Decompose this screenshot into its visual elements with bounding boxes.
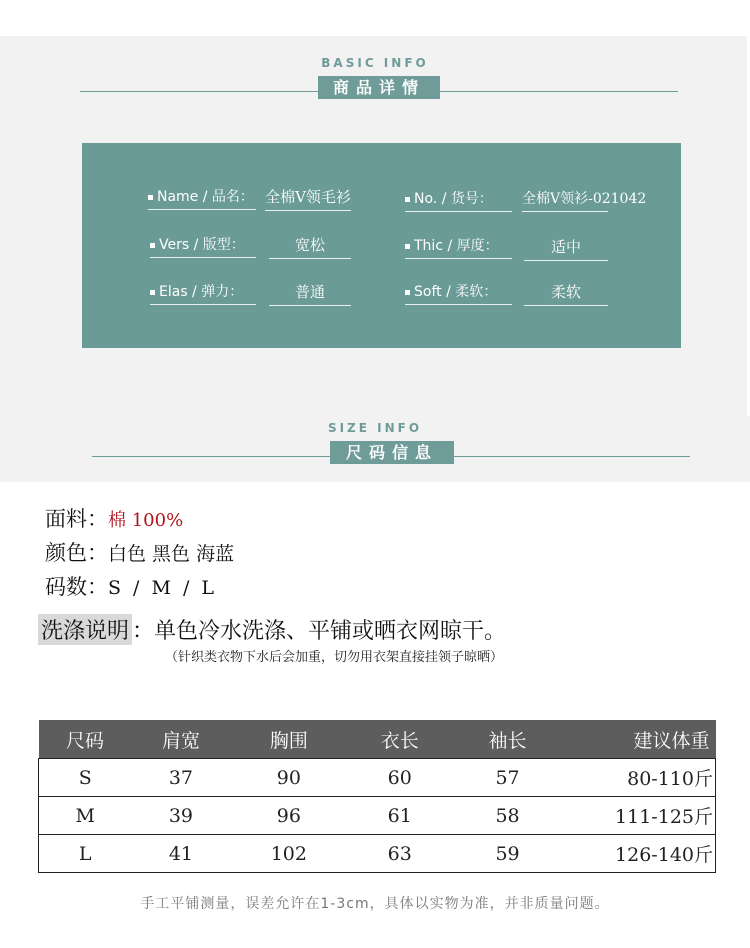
- fabric-value: 棉 100%: [108, 510, 184, 531]
- bullet-icon: [150, 290, 155, 295]
- cell-shoulder: 39: [131, 797, 230, 835]
- cell-chest: 102: [230, 835, 347, 873]
- cell-length: 63: [347, 835, 452, 873]
- size-table: [38, 720, 716, 873]
- color-label: 颜色：: [45, 541, 108, 565]
- color-line: [45, 537, 234, 567]
- table-row: [39, 759, 716, 797]
- version-label: Vers / 版型：: [150, 234, 256, 258]
- cell-chest: 96: [230, 797, 347, 835]
- fabric-label: 面料：: [45, 507, 108, 531]
- bullet-icon: [405, 290, 410, 295]
- fabric-line: [45, 503, 183, 533]
- wash-value: ：单色冷水洗涤、平铺或晒衣网晾干。: [132, 619, 507, 644]
- version-value: 宽松: [269, 234, 351, 259]
- table-row: [39, 797, 716, 835]
- softness-label: Soft / 柔软：: [405, 281, 512, 305]
- sizes-label: 码数：: [45, 575, 108, 599]
- cell-shoulder: 37: [131, 759, 230, 797]
- bullet-icon: [150, 243, 155, 248]
- bullet-icon: [405, 197, 410, 202]
- sizes-line: [45, 571, 217, 601]
- header-length: 衣长: [347, 720, 452, 759]
- wash-line: [38, 614, 506, 645]
- cell-length: 60: [347, 759, 452, 797]
- basic-info-en-title: BASIC INFO: [321, 56, 429, 70]
- size-table-header: [39, 720, 716, 759]
- number-label: No. / 货号：: [405, 188, 512, 212]
- cell-sleeve: 58: [452, 797, 563, 835]
- header-size: 尺码: [39, 720, 132, 759]
- cell-weight: 80-110斤: [563, 759, 716, 797]
- number-value: 全棉V领衫-021042: [522, 188, 608, 212]
- thickness-value: 适中: [524, 236, 608, 261]
- softness-value: 柔软: [524, 281, 608, 306]
- sizes-value: S / M / L: [108, 577, 218, 599]
- cell-weight: 111-125斤: [563, 797, 716, 835]
- size-info-cn-title: 尺码信息: [330, 441, 454, 464]
- name-value: 全棉V领毛衫: [265, 186, 351, 211]
- bullet-icon: [405, 244, 410, 249]
- header-weight: 建议体重: [563, 720, 716, 759]
- header-shoulder: 肩宽: [131, 720, 230, 759]
- name-label: Name / 品名：: [148, 186, 256, 210]
- color-value: 白色 黑色 海蓝: [108, 543, 235, 565]
- elasticity-value: 普通: [269, 281, 351, 306]
- cell-length: 61: [347, 797, 452, 835]
- basic-info-cn-title: 商品详情: [318, 76, 440, 99]
- elasticity-label: Elas / 弹力：: [150, 281, 256, 305]
- cell-shoulder: 41: [131, 835, 230, 873]
- wash-label: 洗涤说明: [38, 614, 132, 645]
- measurement-footnote: 手工平铺测量，误差允许在1-3cm，具体以实物为准，并非质量问题。: [140, 896, 610, 912]
- header-sleeve: 袖长: [452, 720, 563, 759]
- wash-note: （针织类衣物下水后会加重，切勿用衣架直接挂领子晾晒）: [165, 650, 504, 665]
- cell-weight: 126-140斤: [563, 835, 716, 873]
- thickness-label: Thic / 厚度：: [405, 235, 512, 259]
- cell-chest: 90: [230, 759, 347, 797]
- bullet-icon: [148, 195, 153, 200]
- cell-sleeve: 59: [452, 835, 563, 873]
- cell-size: S: [39, 759, 132, 797]
- size-info-en-title: SIZE INFO: [327, 421, 423, 435]
- cell-size: L: [39, 835, 132, 873]
- product-info-panel: [82, 143, 681, 348]
- table-row: [39, 835, 716, 873]
- header-chest: 胸围: [230, 720, 347, 759]
- cell-size: M: [39, 797, 132, 835]
- cell-sleeve: 57: [452, 759, 563, 797]
